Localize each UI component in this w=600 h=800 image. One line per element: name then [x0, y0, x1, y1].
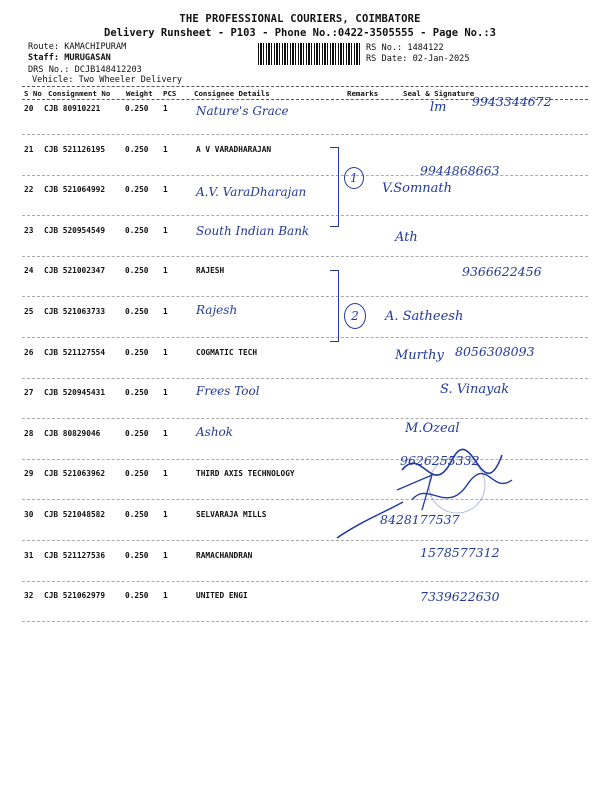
- row-separator: [22, 337, 588, 338]
- row-separator: [22, 581, 588, 582]
- remarks-circle-1: 1: [344, 167, 364, 189]
- row-handwritten-consignee: South Indian Bank: [196, 223, 310, 238]
- row-sno: 20: [24, 104, 34, 113]
- vehicle-label: Vehicle:: [32, 75, 74, 85]
- row-weight: 0.250: [125, 185, 149, 195]
- signature-slash: [335, 500, 405, 540]
- remarks-bracket-2: [330, 270, 339, 342]
- row-consignment-no: CJB 521063962: [44, 469, 106, 479]
- row-signature: Ath: [395, 229, 418, 245]
- drs-label: DRS No.:: [28, 65, 70, 75]
- row-weight: 0.250: [125, 428, 149, 438]
- row-separator: [22, 175, 588, 176]
- row-sno: 32: [24, 591, 34, 601]
- row-consignment-no: CJB 520945431: [44, 388, 106, 398]
- row-pcs: 1: [163, 144, 168, 154]
- row-sno: 28: [24, 428, 34, 438]
- row-handwritten-phone: 8056308093: [455, 343, 535, 359]
- row-pcs: 1: [163, 266, 168, 276]
- row-sno: 27: [24, 388, 34, 398]
- col-seal-header: Seal & Signature: [403, 89, 475, 98]
- row-weight: 0.250: [125, 266, 149, 276]
- row-sno: 23: [24, 225, 34, 235]
- row-sno: 24: [24, 266, 34, 276]
- row-signature: S. Vinayak: [440, 382, 510, 398]
- row-pcs: 1: [163, 510, 168, 519]
- row-signature: lm: [430, 100, 447, 115]
- row-pcs: 1: [163, 347, 168, 357]
- staff-line: [28, 53, 111, 64]
- row-weight: 0.250: [125, 591, 149, 601]
- rs-date-value: 02-Jan-2025: [412, 54, 470, 64]
- row-weight: 0.250: [125, 469, 149, 479]
- row-handwritten-phone: 7339622630: [420, 589, 500, 605]
- row-consignee: THIRD AXIS TECHNOLOGY: [196, 469, 295, 479]
- route-label: Route:: [28, 42, 60, 52]
- col-consignment-header: Consignment No: [48, 89, 111, 98]
- vehicle-line: [32, 75, 182, 86]
- row-handwritten-phone: 9366622456: [462, 264, 542, 280]
- col-pcs-header: PCS: [163, 89, 177, 98]
- rs-no-label: RS No.:: [366, 43, 403, 53]
- vehicle-value: Two Wheeler Delivery: [78, 75, 183, 85]
- row-consignee: SELVARAJA MILLS: [196, 510, 267, 519]
- row-handwritten-phone: 8428177537: [380, 512, 460, 527]
- row-pcs: 1: [163, 591, 168, 601]
- row-separator: [22, 296, 588, 297]
- row-consignment-no: CJB 521126195: [44, 144, 106, 154]
- route-value: KAMACHIPURAM: [64, 42, 127, 52]
- rs-no-line: [366, 43, 444, 54]
- row-separator: [22, 134, 588, 135]
- row-consignee: RAMACHANDRAN: [196, 550, 253, 560]
- row-pcs: 1: [163, 388, 168, 398]
- row-consignment-no: CJB 521064992: [44, 185, 106, 195]
- row-weight: 0.250: [125, 550, 149, 560]
- row-sno: 30: [24, 510, 34, 519]
- row-handwritten-consignee: Ashok: [196, 424, 234, 439]
- row-weight: 0.250: [125, 307, 149, 316]
- barcode: [258, 43, 360, 65]
- col-sno-header: S No: [24, 89, 42, 98]
- remarks-circle-2: 2: [344, 303, 366, 329]
- rs-date-line: [366, 54, 470, 65]
- row-handwritten-phone: 9944868663: [420, 163, 500, 179]
- row-separator: [22, 621, 588, 622]
- row-separator: [22, 540, 588, 541]
- row-separator: [22, 215, 588, 216]
- row-separator: [22, 256, 588, 257]
- row-handwritten-consignee: Frees Tool: [196, 384, 260, 399]
- staff-label: Staff:: [28, 53, 60, 63]
- row-weight: 0.250: [125, 104, 149, 113]
- runsheet-subtitle: Delivery Runsheet - P103 - Phone No.:0422-3505555 - Page No.:3: [104, 27, 496, 39]
- row-pcs: 1: [163, 104, 168, 113]
- row-separator: [22, 378, 588, 379]
- staff-value: MURUGASAN: [64, 53, 111, 63]
- remarks-bracket-1: [330, 147, 339, 227]
- row-consignment-no: CJB 521002347: [44, 266, 106, 276]
- row-handwritten-phone: 1578577312: [420, 544, 500, 560]
- row-handwritten-phone: 9626255332: [400, 453, 480, 469]
- row-consignment-no: CJB 521048582: [44, 510, 106, 519]
- row-pcs: 1: [163, 185, 168, 195]
- row-weight: 0.250: [125, 347, 149, 357]
- row-consignment-no: CJB 521062979: [44, 591, 106, 601]
- row-weight: 0.250: [125, 144, 149, 154]
- row-pcs: 1: [163, 550, 168, 560]
- row-handwritten-consignee: A.V. VaraDharajan: [196, 185, 307, 200]
- col-weight-header: Weight: [126, 89, 153, 98]
- row-pcs: 1: [163, 428, 168, 438]
- stamp-scribble: [392, 440, 522, 520]
- row-consignment-no: CJB 80910221: [44, 104, 101, 113]
- header-rule-top: [22, 86, 588, 87]
- row-consignment-no: CJB 521127554: [44, 347, 106, 357]
- row-pcs: 1: [163, 225, 168, 235]
- row-handwritten-consignee: Nature's Grace: [196, 104, 289, 118]
- row-consignment-no: CJB 520954549: [44, 225, 106, 235]
- row-consignee: RAJESH: [196, 266, 225, 276]
- row-sno: 25: [24, 307, 34, 316]
- row-sno: 21: [24, 144, 34, 154]
- rs-no-value: 1484122: [407, 43, 444, 53]
- col-remarks-header: Remarks: [347, 89, 379, 98]
- row-signature: A. Satheesh: [385, 309, 464, 324]
- row-signature: V.Somnath: [382, 181, 453, 197]
- row-weight: 0.250: [125, 510, 149, 519]
- row-pcs: 1: [163, 469, 168, 479]
- row-consignment-no: CJB 521127536: [44, 550, 106, 560]
- row-consignment-no: CJB 80829046: [44, 428, 101, 438]
- row-sno: 31: [24, 550, 34, 560]
- row-sno: 29: [24, 469, 34, 479]
- row-handwritten-consignee: Rajesh: [196, 303, 238, 317]
- rs-date-label: RS Date:: [366, 54, 408, 64]
- row-sno: 26: [24, 347, 34, 357]
- row-signature: M.Ozeal: [405, 420, 460, 436]
- row-pcs: 1: [163, 307, 168, 316]
- row-weight: 0.250: [125, 388, 149, 398]
- route-line: [28, 42, 126, 53]
- row-separator: [22, 418, 588, 419]
- row-consignee: UNITED ENGI: [196, 591, 248, 601]
- company-title: THE PROFESSIONAL COURIERS, COIMBATORE: [179, 13, 421, 25]
- row-consignment-no: CJB 521063733: [44, 307, 106, 316]
- row-weight: 0.250: [125, 225, 149, 235]
- col-consignee-header: Consignee Details: [194, 89, 270, 98]
- drs-value: DCJB148412203: [74, 65, 142, 75]
- row-consignee: A V VARADHARAJAN: [196, 144, 272, 154]
- row-consignee: COGMATIC TECH: [196, 347, 258, 357]
- row-sno: 22: [24, 185, 34, 195]
- row-signature: Murthy: [395, 347, 444, 363]
- row-handwritten-phone: 9943344672: [472, 94, 552, 109]
